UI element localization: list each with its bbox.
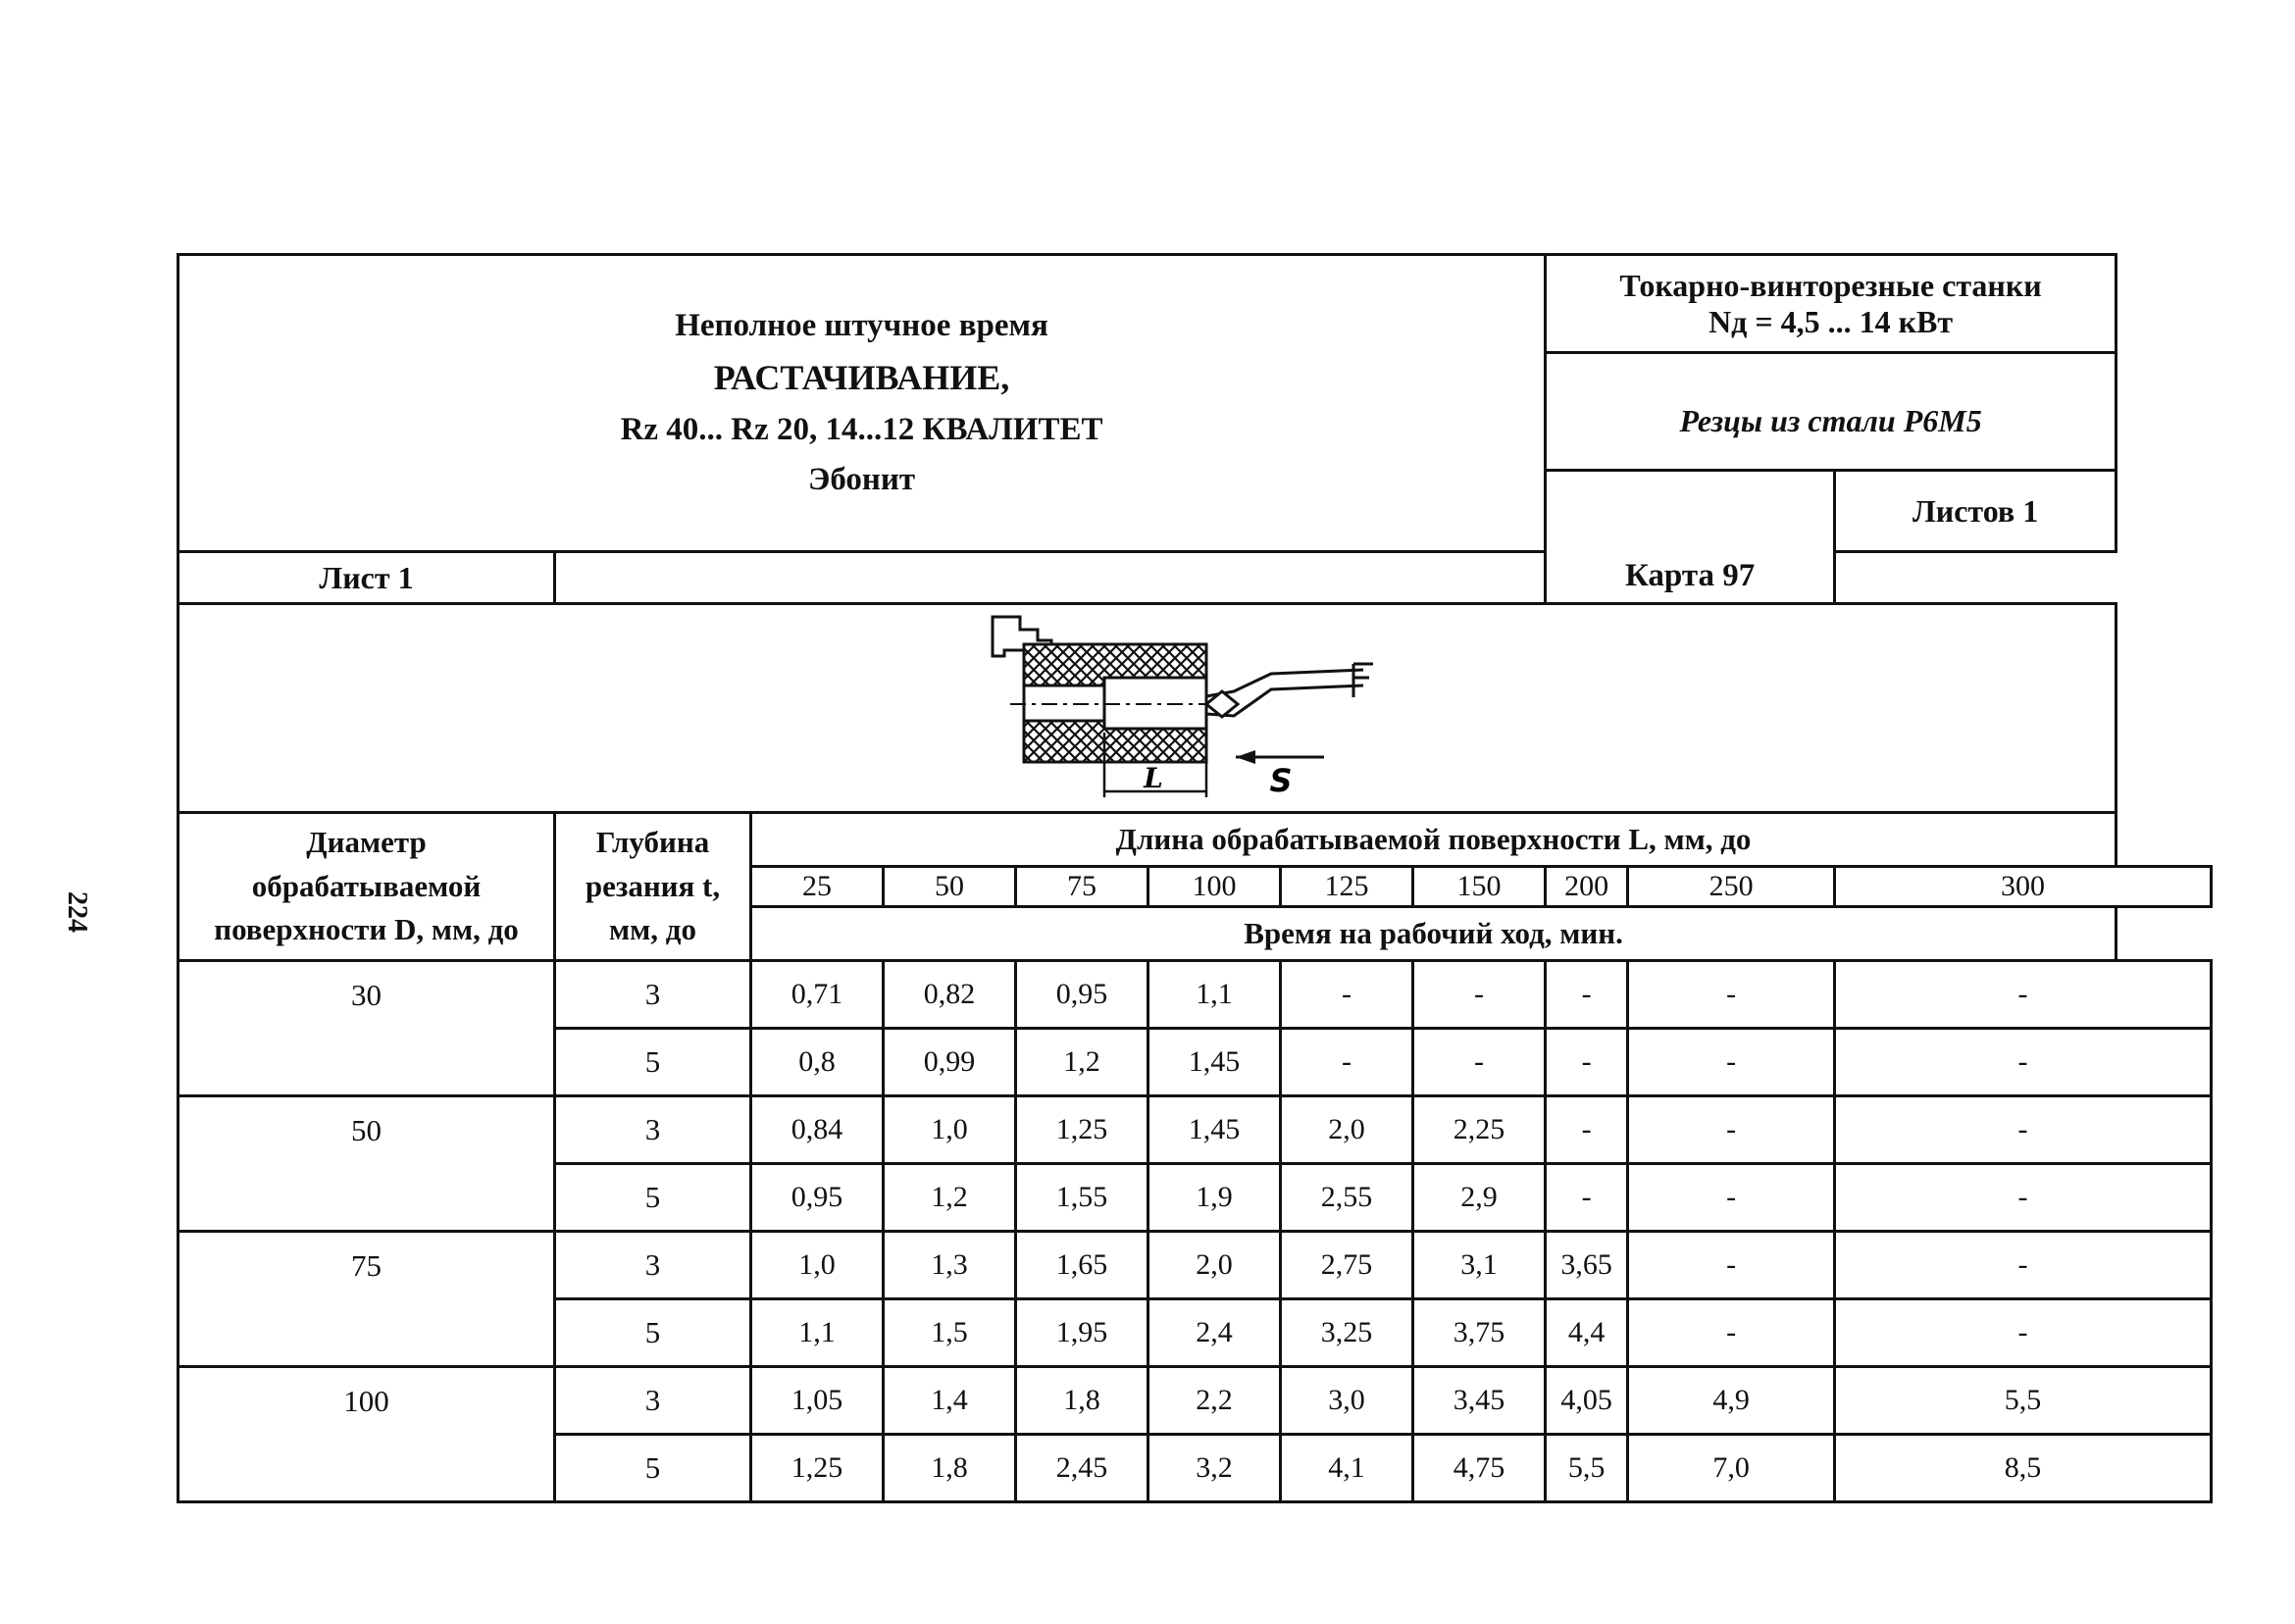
time-cell: 1,8 — [1016, 1367, 1148, 1435]
machine-name: Токарно-винторезные станки — [1619, 267, 2042, 303]
length-value: 150 — [1413, 867, 1546, 907]
length-value: 25 — [751, 867, 884, 907]
table-row — [178, 961, 2212, 1029]
time-cell: - — [1835, 1232, 2212, 1299]
time-cell: - — [1546, 1164, 1628, 1232]
machine-power: Nд = 4,5 ... 14 кВт — [1708, 303, 1954, 339]
time-cell: - — [1281, 1029, 1413, 1096]
time-cell: - — [1546, 1029, 1628, 1096]
card-subtitle: Неполное штучное время — [675, 307, 1048, 343]
sheets-total: Листов 1 — [1835, 471, 2116, 552]
diameter-cell: 50 — [178, 1096, 555, 1232]
time-cell: - — [1835, 961, 2212, 1029]
time-cell: 3,1 — [1413, 1232, 1546, 1299]
time-cell: 5,5 — [1546, 1435, 1628, 1502]
material-name: Эбонит — [807, 462, 916, 498]
length-value: 125 — [1281, 867, 1413, 907]
time-cell: 1,9 — [1148, 1164, 1281, 1232]
time-cell: 2,0 — [1148, 1232, 1281, 1299]
time-cell: 1,1 — [751, 1299, 884, 1367]
diameter-column-header: Диаметр обрабатываемой поверхности D, мм, до — [178, 813, 555, 961]
page-number: 224 — [62, 891, 92, 933]
time-cell: 3,0 — [1281, 1367, 1413, 1435]
time-cell: - — [1628, 1096, 1835, 1164]
boring-sketch-cell — [178, 604, 2116, 813]
time-cell: 3,45 — [1413, 1367, 1546, 1435]
time-cell: 1,45 — [1148, 1029, 1281, 1096]
diameter-cell: 100 — [178, 1367, 555, 1502]
diameter-cell: 30 — [178, 961, 555, 1096]
table-row — [178, 1367, 2212, 1435]
card-title-block — [178, 255, 1546, 552]
time-cell: 3,75 — [1413, 1299, 1546, 1367]
time-cell: 3,25 — [1281, 1299, 1413, 1367]
machine-type — [1546, 255, 2116, 353]
time-cell: 2,25 — [1413, 1096, 1546, 1164]
time-cell: 1,0 — [884, 1096, 1016, 1164]
depth-cell: 5 — [555, 1029, 751, 1096]
time-cell: 1,3 — [884, 1232, 1016, 1299]
table-row — [178, 1096, 2212, 1164]
depth-cell: 5 — [555, 1164, 751, 1232]
time-cell: 5,5 — [1835, 1367, 2212, 1435]
time-cell: - — [1628, 1029, 1835, 1096]
time-cell: - — [1628, 1299, 1835, 1367]
depth-cell: 5 — [555, 1435, 751, 1502]
time-cell: 0,95 — [1016, 961, 1148, 1029]
time-cell: 4,1 — [1281, 1435, 1413, 1502]
time-cell: - — [1628, 1232, 1835, 1299]
time-cell: 2,45 — [1016, 1435, 1148, 1502]
boring-sketch — [922, 605, 1373, 811]
length-value: 250 — [1628, 867, 1835, 907]
time-cell: 1,65 — [1016, 1232, 1148, 1299]
time-cell: 1,2 — [884, 1164, 1016, 1232]
time-cell: - — [1628, 1164, 1835, 1232]
time-cell: 1,0 — [751, 1232, 884, 1299]
time-cell: 2,2 — [1148, 1367, 1281, 1435]
time-cell: 0,99 — [884, 1029, 1016, 1096]
time-cell: 3,65 — [1546, 1232, 1628, 1299]
time-cell: 4,75 — [1413, 1435, 1546, 1502]
length-header: Длина обрабатываемой поверхности L, мм, до — [751, 813, 2116, 867]
depth-cell: 3 — [555, 961, 751, 1029]
time-cell: 1,95 — [1016, 1299, 1148, 1367]
depth-cell: 5 — [555, 1299, 751, 1367]
time-cell: 2,0 — [1281, 1096, 1413, 1164]
time-cell: 1,5 — [884, 1299, 1016, 1367]
depth-column-header: Глубина резания t, мм, до — [555, 813, 751, 961]
time-cell: 1,2 — [1016, 1029, 1148, 1096]
time-cell: 4,05 — [1546, 1367, 1628, 1435]
length-label: L — [1143, 762, 1163, 794]
time-caption: Время на рабочий ход, мин. — [751, 907, 2116, 961]
time-cell: - — [1413, 961, 1546, 1029]
card-title: РАСТАЧИВАНИЕ, — [713, 357, 1010, 397]
time-cell: 1,4 — [884, 1367, 1016, 1435]
roughness-quality: Rz 40... Rz 20, 14...12 КВАЛИТЕТ — [620, 411, 1103, 447]
time-cell: 3,2 — [1148, 1435, 1281, 1502]
time-cell: - — [1546, 1096, 1628, 1164]
time-cell: 0,82 — [884, 961, 1016, 1029]
time-cell: 2,9 — [1413, 1164, 1546, 1232]
length-value: 50 — [884, 867, 1016, 907]
time-cell: 0,95 — [751, 1164, 884, 1232]
depth-cell: 3 — [555, 1232, 751, 1299]
time-cell: 2,55 — [1281, 1164, 1413, 1232]
feed-label: S — [1269, 762, 1293, 799]
card-number: Карта 97 — [1546, 471, 1835, 604]
norm-card — [177, 253, 2213, 1503]
time-cell: 1,45 — [1148, 1096, 1281, 1164]
time-cell: 8,5 — [1835, 1435, 2212, 1502]
length-value: 300 — [1835, 867, 2212, 907]
depth-cell: 3 — [555, 1096, 751, 1164]
depth-cell: 3 — [555, 1367, 751, 1435]
time-cell: 4,4 — [1546, 1299, 1628, 1367]
table-row — [178, 1232, 2212, 1299]
cutter-material: Резцы из стали Р6М5 — [1546, 353, 2116, 471]
length-value: 75 — [1016, 867, 1148, 907]
time-cell: - — [1628, 961, 1835, 1029]
time-cell: 7,0 — [1628, 1435, 1835, 1502]
time-cell: 1,25 — [751, 1435, 884, 1502]
time-cell: 1,05 — [751, 1367, 884, 1435]
length-value: 200 — [1546, 867, 1628, 907]
time-cell: - — [1546, 961, 1628, 1029]
time-cell: 1,1 — [1148, 961, 1281, 1029]
time-cell: - — [1835, 1164, 2212, 1232]
time-cell: - — [1281, 961, 1413, 1029]
time-cell: 2,75 — [1281, 1232, 1413, 1299]
time-cell: 2,4 — [1148, 1299, 1281, 1367]
diameter-cell: 75 — [178, 1232, 555, 1367]
time-cell: - — [1413, 1029, 1546, 1096]
time-cell: 1,55 — [1016, 1164, 1148, 1232]
sheet-number: Лист 1 — [178, 552, 555, 604]
time-cell: 1,25 — [1016, 1096, 1148, 1164]
time-cell: 0,8 — [751, 1029, 884, 1096]
time-cell: - — [1835, 1096, 2212, 1164]
time-cell: 1,8 — [884, 1435, 1016, 1502]
time-cell: - — [1835, 1299, 2212, 1367]
time-cell: 0,84 — [751, 1096, 884, 1164]
time-cell: 0,71 — [751, 961, 884, 1029]
time-cell: 4,9 — [1628, 1367, 1835, 1435]
time-cell: - — [1835, 1029, 2212, 1096]
length-value: 100 — [1148, 867, 1281, 907]
